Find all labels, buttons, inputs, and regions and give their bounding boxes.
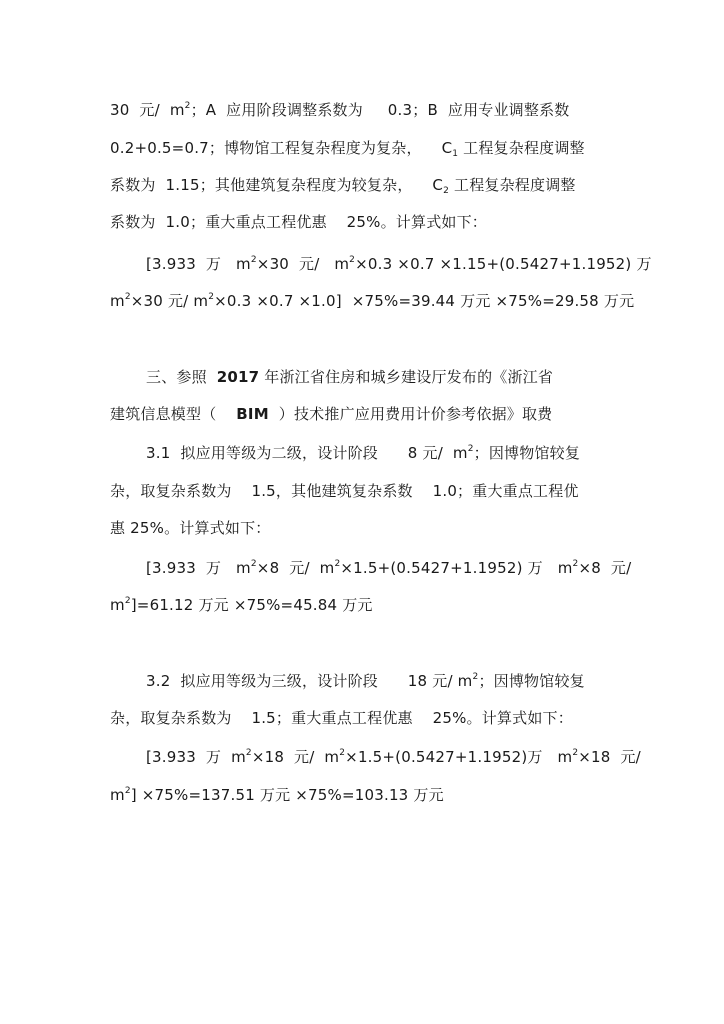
superscript: 2 <box>339 748 346 758</box>
text-line: 杂，取复杂系数为 1.5，其他建筑复杂系数 1.0；重大重点工程优 <box>110 482 579 500</box>
text-run: ；A 应用阶段调整系数为 0.3；B 应用专业调整系数 <box>190 101 570 119</box>
section-heading <box>146 367 553 387</box>
text-run: ×8 元/ m <box>256 559 335 577</box>
text-run: ]=61.12 万元 ×75%=45.84 万元 <box>130 596 373 614</box>
text-run: ×30 元/ m <box>130 292 209 310</box>
superscript: 2 <box>467 444 474 454</box>
superscript: 2 <box>124 596 131 606</box>
superscript: 2 <box>124 292 131 302</box>
formula-line <box>146 747 641 767</box>
text-line <box>110 175 576 195</box>
text-run: m <box>110 786 125 804</box>
text-line <box>146 671 585 691</box>
text-run: m <box>110 596 125 614</box>
text-run: 工程复杂程度调整 <box>449 176 576 194</box>
superscript: 2 <box>572 559 579 569</box>
text-run: ×8 元/ <box>578 559 632 577</box>
superscript: 2 <box>572 748 579 758</box>
text-run: ×30 元/ m <box>256 255 350 273</box>
text-run: m <box>110 292 125 310</box>
text-run: ；因博物馆较复 <box>473 444 581 462</box>
text-line <box>110 138 585 158</box>
text-run: 0.2+0.5=0.7；博物馆工程复杂程度为复杂， C <box>110 139 453 157</box>
text-run: 30 元/ m <box>110 101 185 119</box>
formula-line <box>146 558 631 578</box>
formula-line <box>110 785 444 805</box>
text-run: [3.933 万 m <box>146 559 251 577</box>
text-run: 建筑信息模型（ <box>110 405 237 423</box>
text-run: 3.1 拟应用等级为二级，设计阶段 8 元/ m <box>146 444 468 462</box>
text-run: 工程复杂程度调整 <box>458 139 585 157</box>
superscript: 2 <box>208 292 215 302</box>
superscript: 2 <box>349 255 356 265</box>
text-run: 系数为 1.15；其他建筑复杂程度为较复杂， C <box>110 176 444 194</box>
text-line: 杂，取复杂系数为 1.5；重大重点工程优惠 25%。计算式如下： <box>110 709 573 727</box>
superscript: 2 <box>184 101 191 111</box>
formula-line <box>110 291 634 311</box>
text-run: [3.933 万 m <box>146 255 251 273</box>
superscript: 2 <box>245 748 252 758</box>
text-run: ×0.3 ×0.7 ×1.0] ×75%=39.44 万元 ×75%=29.58 万元 <box>214 292 635 310</box>
text-run: 年浙江省住房和城乡建设厅发布的《浙江省 <box>259 368 554 386</box>
text-run: ×1.5+(0.5427+1.1952)万 m <box>345 748 573 766</box>
text-line: 惠 25%。计算式如下： <box>110 519 271 537</box>
superscript: 2 <box>250 559 257 569</box>
subscript: 2 <box>443 186 450 196</box>
text-line <box>110 404 552 424</box>
text-run: ）技术推广应用费用计价参考依据》取费 <box>268 405 553 423</box>
subscript: 1 <box>452 149 459 159</box>
heading-year: 2017 <box>216 368 260 386</box>
formula-line <box>146 254 652 274</box>
text-run: ] ×75%=137.51 万元 ×75%=103.13 万元 <box>130 786 444 804</box>
text-run: ；因博物馆较复 <box>478 672 585 690</box>
superscript: 2 <box>334 559 341 569</box>
text-line <box>110 100 569 120</box>
text-run: 3.2 拟应用等级为三级，设计阶段 18 元/ m <box>146 672 473 690</box>
text-run: 三、参照 <box>146 368 217 386</box>
superscript: 2 <box>472 672 479 682</box>
text-line <box>146 443 580 463</box>
bim-term: BIM <box>236 405 269 423</box>
text-run: [3.933 万 m <box>146 748 246 766</box>
superscript: 2 <box>250 255 257 265</box>
text-line: 系数为 1.0；重大重点工程优惠 25%。计算式如下： <box>110 213 488 231</box>
text-run: ×1.5+(0.5427+1.1952) 万 m <box>340 559 573 577</box>
text-run: ×0.3 ×0.7 ×1.15+(0.5427+1.1952) 万 <box>355 255 652 273</box>
formula-line <box>110 595 373 615</box>
text-run: ×18 元/ m <box>251 748 340 766</box>
text-run: ×18 元/ <box>578 748 641 766</box>
superscript: 2 <box>124 786 131 796</box>
